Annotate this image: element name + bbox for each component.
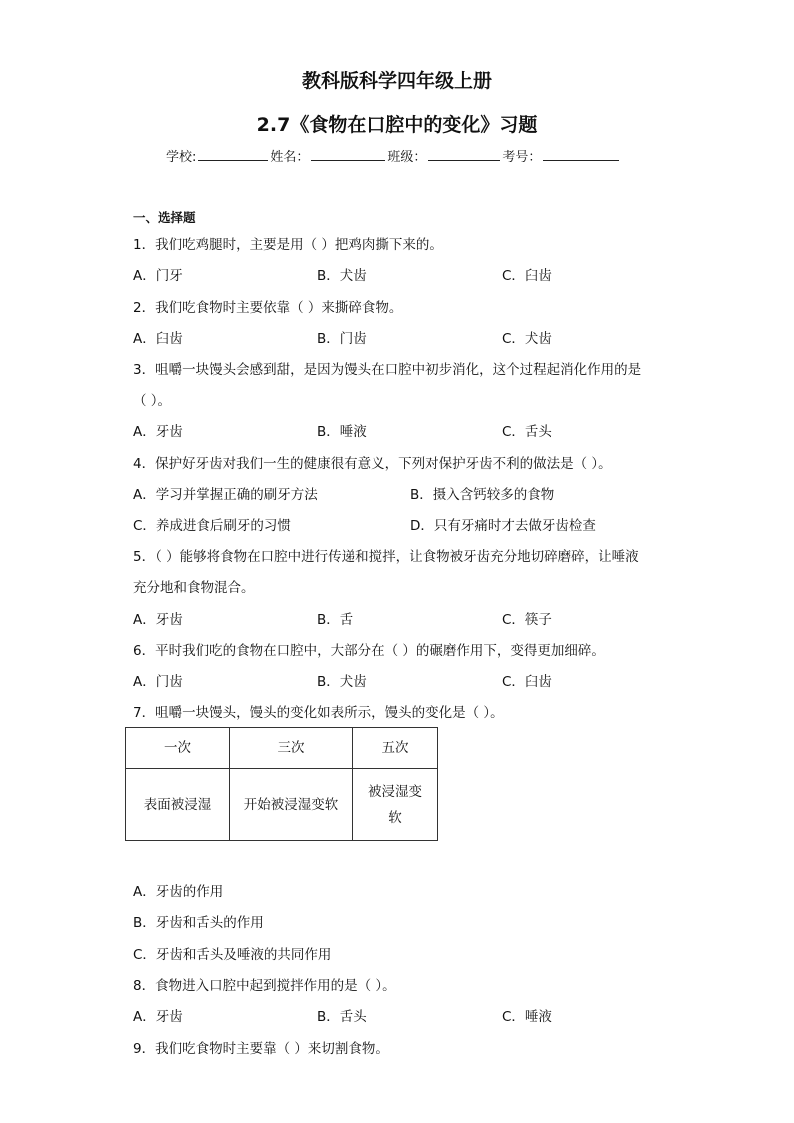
- student-info-line: [166, 146, 621, 165]
- table-header-cell: 三次: [230, 728, 353, 769]
- question-4-stem: 4．保护好牙齿对我们一生的健康很有意义，下列对保护牙齿不利的做法是（ ）。: [133, 456, 612, 472]
- table-header-row: [126, 728, 438, 769]
- question-9-stem: 9．我们吃食物时主要靠（ ）来切割食物。: [133, 1041, 389, 1057]
- school-label: 学校:: [166, 150, 197, 165]
- question-8-option-a: A．牙齿: [133, 1009, 183, 1025]
- question-2-stem: 2．我们吃食物时主要依靠（ ）来撕碎食物。: [133, 300, 403, 316]
- page-title: 教科版科学四年级上册: [301, 70, 492, 92]
- question-3-option-a: A．牙齿: [133, 424, 183, 440]
- question-6-option-b: B．犬齿: [317, 674, 367, 690]
- table-cell: 被浸湿变软: [353, 769, 438, 841]
- question-1-stem: 1．我们吃鸡腿时，主要是用（ ）把鸡肉撕下来的。: [133, 237, 443, 253]
- question-3-stem-line-1: 3．咀嚼一块馒头会感到甜，是因为馒头在口腔中初步消化，这个过程起消化作用的是: [133, 362, 642, 378]
- name-label: 姓名：: [270, 150, 310, 165]
- table-header-cell: 一次: [126, 728, 230, 769]
- question-1-option-a: A．门牙: [133, 268, 183, 284]
- table-row: [126, 769, 438, 841]
- question-5-option-a: A．牙齿: [133, 612, 183, 628]
- question-6-stem: 6．平时我们吃的食物在口腔中，大部分在（ ）的碾磨作用下，变得更加细碎。: [133, 643, 605, 659]
- question-1-option-c: C．臼齿: [502, 268, 552, 284]
- question-2-option-c: C．犬齿: [502, 331, 552, 347]
- question-5-option-b: B．舌: [317, 612, 354, 628]
- question-4-option-c: C．养成进食后刷牙的习惯: [133, 518, 291, 534]
- question-5-stem-line-2: 充分地和食物混合。: [133, 580, 255, 596]
- page-subtitle: 2.7《食物在口腔中的变化》习题: [256, 114, 538, 136]
- question-7-option-b: B．牙齿和舌头的作用: [133, 915, 264, 931]
- question-3-option-b: B．唾液: [317, 424, 367, 440]
- question-4-option-b: B．摄入含钙较多的食物: [410, 487, 555, 503]
- question-8-stem: 8．食物进入口腔中起到搅拌作用的是（ ）。: [133, 978, 396, 994]
- question-2-option-b: B．门齿: [317, 331, 367, 347]
- question-1-option-b: B．犬齿: [317, 268, 367, 284]
- question-4-option-a: A．学习并掌握正确的刷牙方法: [133, 487, 318, 503]
- exam-no-label: 考号：: [502, 150, 542, 165]
- table-cell: 开始被浸湿变软: [230, 769, 353, 841]
- question-5-option-c: C．筷子: [502, 612, 552, 628]
- exam-no-blank: [543, 147, 619, 161]
- question-3-option-c: C．舌头: [502, 424, 552, 440]
- table-header-cell: 五次: [353, 728, 438, 769]
- school-blank: [198, 147, 268, 161]
- table-cell: 表面被浸湿: [126, 769, 230, 841]
- question-5-stem-line-1: 5．（ ）能够将食物在口腔中进行传递和搅拌，让食物被牙齿充分地切碎磨碎，让唾液: [133, 549, 639, 565]
- class-blank: [428, 147, 500, 161]
- section-title: 一、选择题: [133, 210, 196, 225]
- question-3-stem-line-2: （ ）。: [133, 393, 172, 409]
- class-label: 班级：: [387, 150, 427, 165]
- question-7-stem: 7．咀嚼一块馒头，馒头的变化如表所示，馒头的变化是（ ）。: [133, 705, 504, 721]
- question-2-option-a: A．臼齿: [133, 331, 183, 347]
- chewing-table: [125, 727, 438, 841]
- question-8-option-b: B．舌头: [317, 1009, 367, 1025]
- question-7-option-c: C．牙齿和舌头及唾液的共同作用: [133, 947, 332, 963]
- question-7-option-a: A．牙齿的作用: [133, 884, 224, 900]
- name-blank: [311, 147, 385, 161]
- question-8-option-c: C．唾液: [502, 1009, 552, 1025]
- question-4-option-d: D．只有牙痛时才去做牙齿检查: [410, 518, 596, 534]
- question-6-option-a: A．门齿: [133, 674, 183, 690]
- question-6-option-c: C．臼齿: [502, 674, 552, 690]
